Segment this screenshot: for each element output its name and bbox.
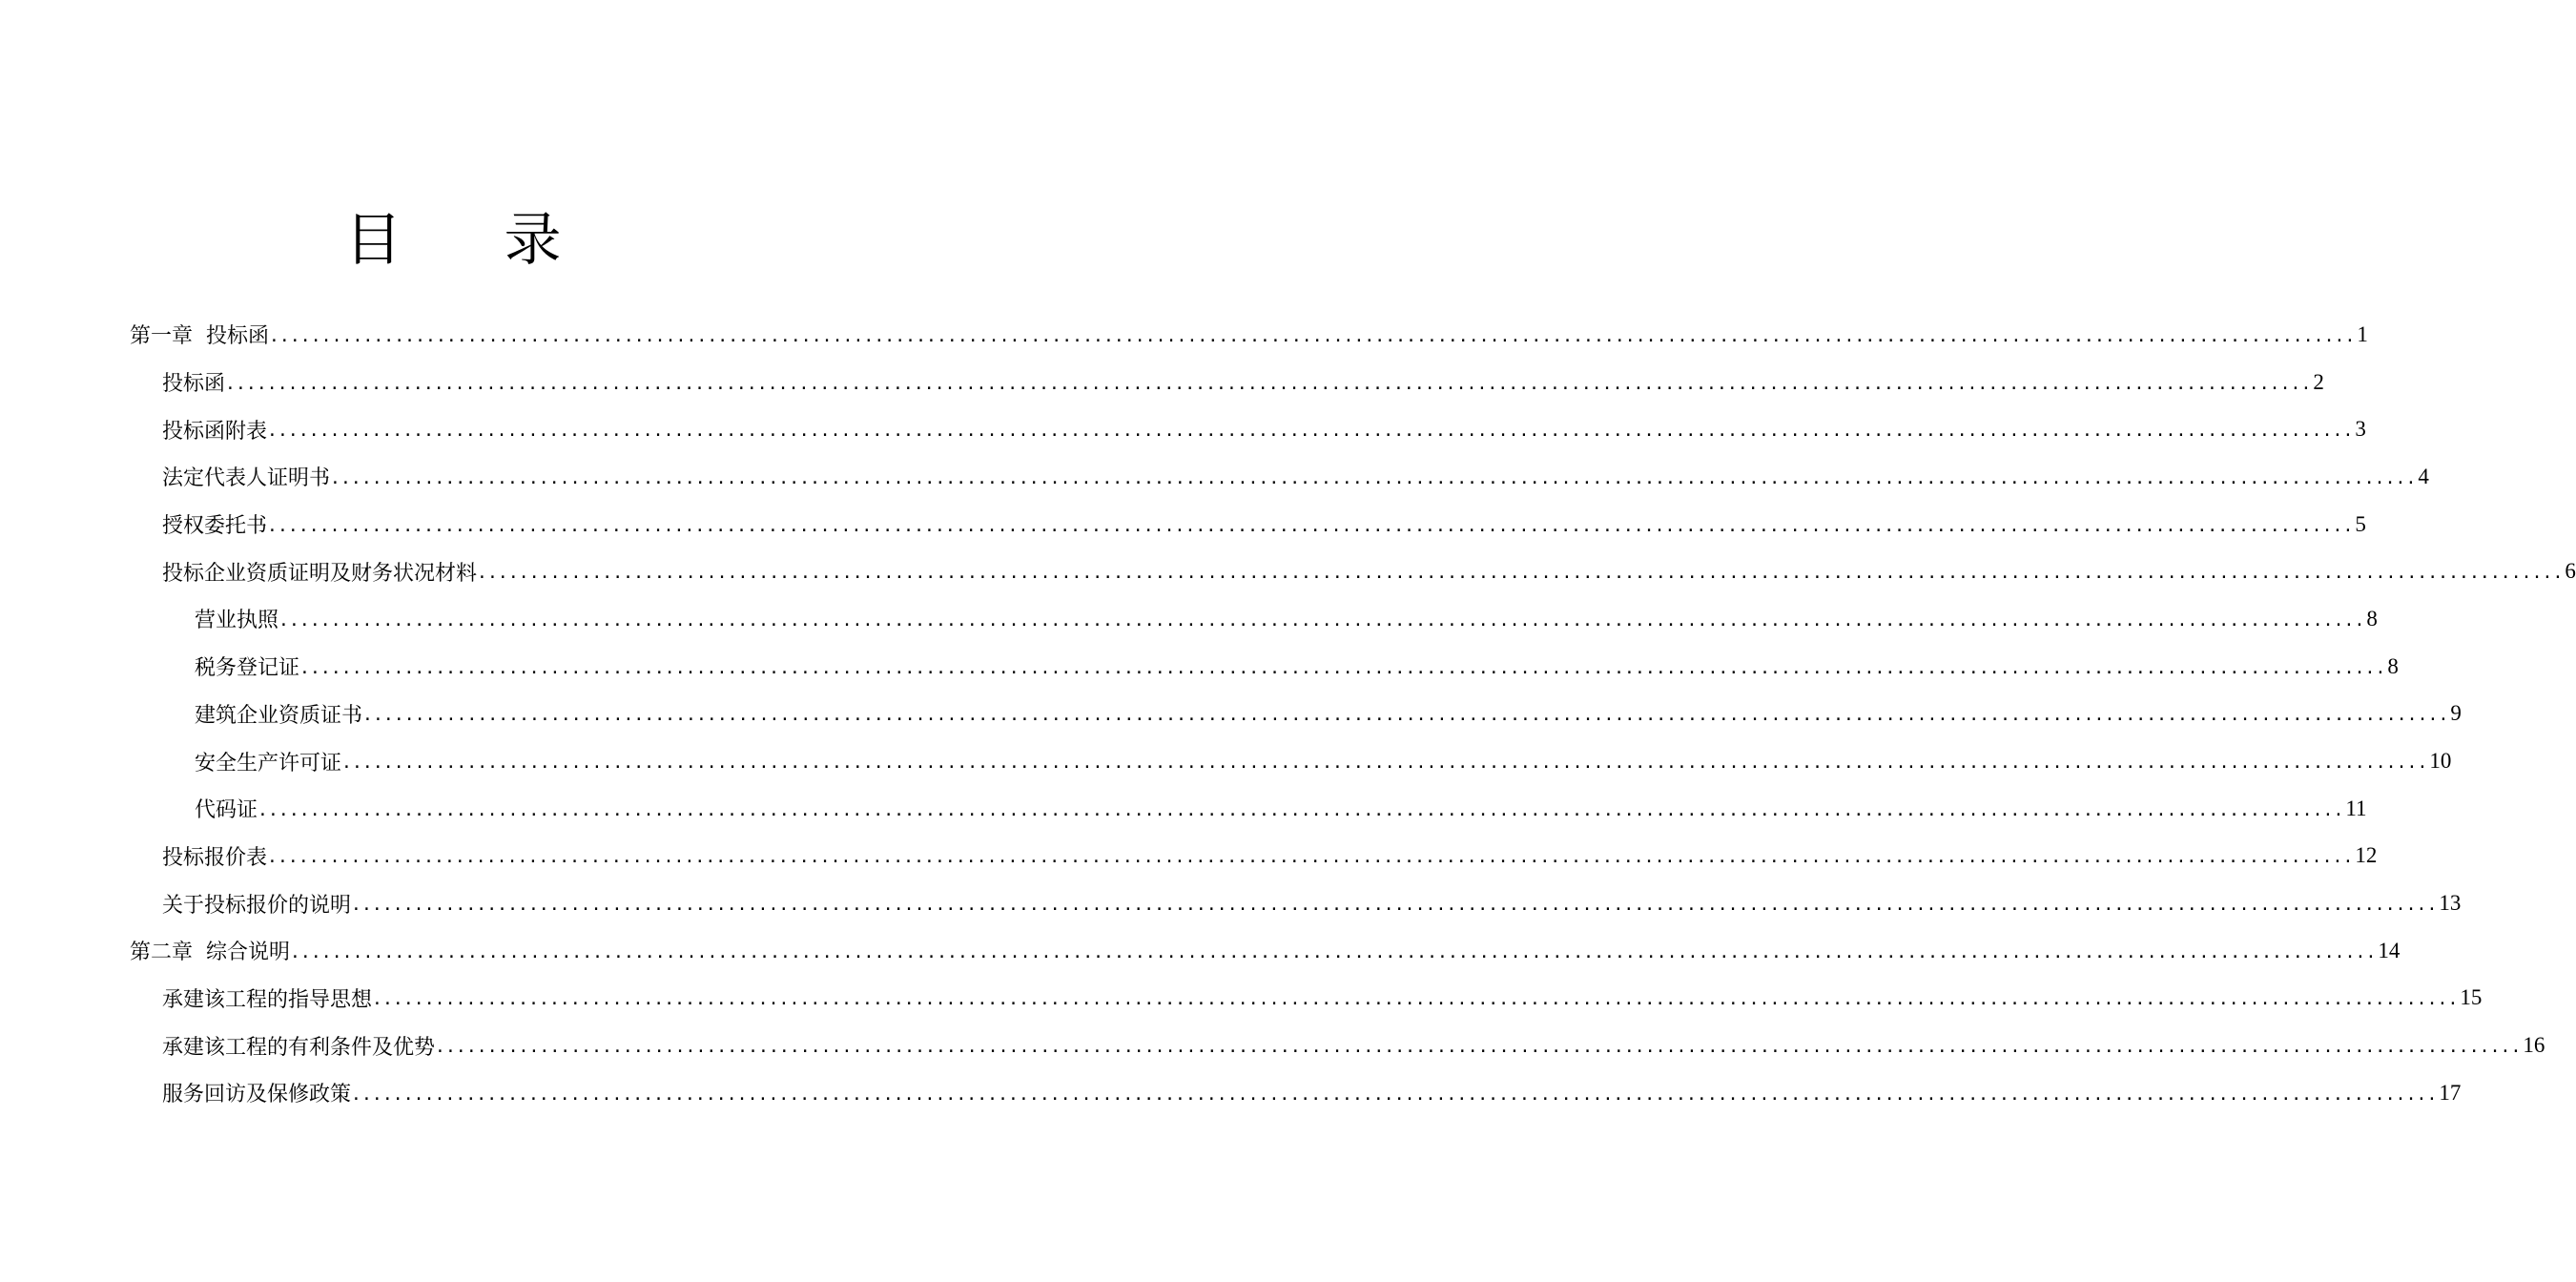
dot-leader: ........................................................................................................................................................................................................ [267, 421, 2354, 442]
dot-leader: ........................................................................................................................................................................................................ [435, 1037, 2522, 1058]
toc-entry[interactable] [0, 453, 2429, 501]
dot-leader: ........................................................................................................................................................................................................ [267, 847, 2354, 868]
toc-entry-title: 法定代表人证明书 [162, 466, 331, 491]
toc-entry-page-number: 11 [2345, 796, 2367, 820]
toc-entry-title: 安全生产许可证 [195, 751, 342, 775]
dot-leader: ........................................................................................................................................................................................................ [362, 705, 2449, 726]
toc-entry-title: 第一章 投标函 [130, 324, 269, 349]
toc-entry[interactable] [0, 501, 2366, 548]
dot-leader: ........................................................................................................................................................................................................ [477, 563, 2564, 584]
toc-entry-title: 营业执照 [195, 609, 279, 633]
toc-title: 目 录 [344, 207, 604, 275]
toc-entry[interactable] [0, 975, 2483, 1023]
toc-entry-page-number: 8 [2366, 606, 2378, 631]
toc-entry-page-number: 2 [2313, 369, 2324, 394]
dot-leader: ........................................................................................................................................................................................................ [258, 799, 2344, 820]
dot-leader: ........................................................................................................................................................................................................ [351, 895, 2438, 916]
toc-entry[interactable] [0, 927, 2401, 975]
toc-entry-page-number: 1 [2357, 321, 2368, 346]
toc-entry-title: 服务回访及保修政策 [162, 1083, 352, 1107]
toc-entry-title: 投标报价表 [162, 845, 268, 870]
toc-entry[interactable] [0, 548, 2576, 595]
toc-entry[interactable] [0, 879, 2462, 927]
toc-entry-title: 投标函 [162, 372, 226, 397]
toc-entry[interactable] [0, 1069, 2462, 1117]
toc-entry-title: 税务登记证 [195, 656, 300, 681]
dot-leader: ........................................................................................................................................................................................................ [330, 467, 2417, 488]
toc-entry[interactable] [0, 311, 2368, 359]
toc-entry-page-number: 15 [2460, 985, 2483, 1010]
toc-entry-title: 授权委托书 [162, 514, 268, 539]
dot-leader: ........................................................................................................................................................................................................ [267, 515, 2354, 536]
dot-leader: ........................................................................................................................................................................................................ [278, 610, 2365, 631]
toc-entry-title: 投标企业资质证明及财务状况材料 [162, 561, 478, 586]
toc-entry[interactable] [0, 833, 2378, 880]
toc-entry-title: 承建该工程的指导思想 [162, 987, 373, 1012]
toc-entry-page-number: 17 [2439, 1080, 2462, 1105]
toc-entry[interactable] [0, 643, 2399, 691]
toc-entry-title: 第二章 综合说明 [130, 941, 290, 965]
toc-entry-page-number: 8 [2387, 653, 2399, 678]
toc-entry-page-number: 13 [2439, 891, 2462, 916]
toc-entry[interactable] [0, 785, 2367, 833]
toc-entry-page-number: 6 [2565, 559, 2576, 584]
toc-entry[interactable] [0, 1022, 2545, 1069]
toc-entry-page-number: 10 [2429, 749, 2452, 774]
toc-entry[interactable] [0, 405, 2366, 453]
toc-entry-title: 关于投标报价的说明 [162, 893, 352, 918]
dot-leader: ........................................................................................................................................................................................................ [372, 989, 2459, 1010]
toc-entry-page-number: 4 [2418, 464, 2429, 488]
toc-entry-page-number: 14 [2378, 938, 2401, 962]
toc-entry-title: 代码证 [195, 798, 258, 823]
dot-leader: ........................................................................................................................................................................................................ [351, 1084, 2438, 1105]
dot-leader: ........................................................................................................................................................................................................ [299, 657, 2386, 678]
dot-leader: ........................................................................................................................................................................................................ [290, 941, 2377, 962]
toc-entry[interactable] [0, 359, 2324, 406]
toc-entry[interactable] [0, 737, 2452, 785]
toc-entry-title: 建筑企业资质证书 [195, 703, 363, 728]
dot-leader: ........................................................................................................................................................................................................ [225, 373, 2312, 394]
toc-entry[interactable] [0, 595, 2378, 643]
toc-entry-page-number: 5 [2355, 511, 2366, 536]
toc-entry-title: 投标函附表 [162, 419, 268, 444]
toc-entry-page-number: 3 [2355, 417, 2366, 442]
toc-entry-page-number: 16 [2523, 1033, 2545, 1058]
dot-leader: ........................................................................................................................................................................................................ [269, 325, 2356, 346]
toc-entry-title: 承建该工程的有利条件及优势 [162, 1035, 436, 1060]
toc-entry-page-number: 9 [2450, 701, 2462, 726]
toc-entry-page-number: 12 [2355, 843, 2378, 868]
toc-entry[interactable] [0, 691, 2462, 738]
dot-leader: ........................................................................................................................................................................................................ [341, 753, 2428, 774]
table-of-contents [0, 311, 2576, 1117]
